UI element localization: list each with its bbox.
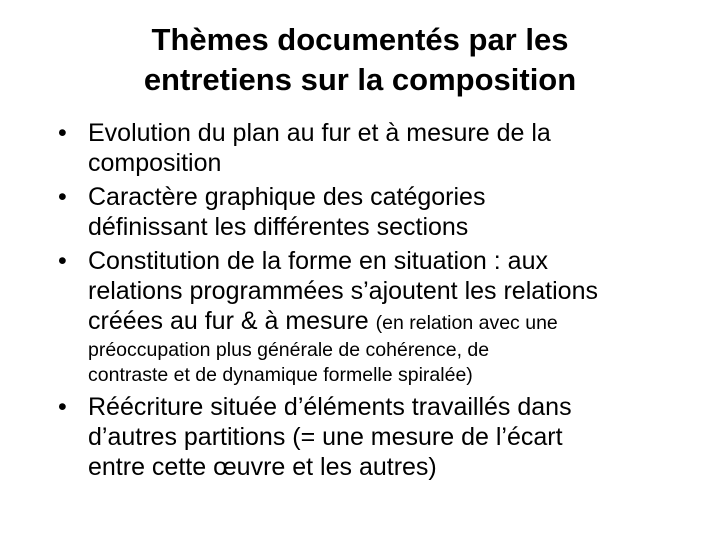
bullet-3-line-2: relations programmées s’ajoutent les relations — [88, 277, 598, 305]
bullet-3-aside-line-2: contraste et de dynamique formelle spiralée) — [88, 364, 473, 386]
slide-title-line-1: Thèmes documentés par les — [151, 22, 569, 57]
bullet-item-3 — [58, 246, 698, 388]
bullet-item-4 — [58, 392, 698, 482]
bullet-4-line-2: d’autres partitions (= une mesure de l’écart — [88, 423, 563, 451]
bullet-list — [58, 118, 698, 486]
bullet-4-line-3: entre cette œuvre et les autres) — [88, 453, 437, 481]
bullet-marker: • — [58, 247, 67, 275]
bullet-2-line-1: Caractère graphique des catégories — [88, 183, 486, 211]
bullet-3-line-3 — [88, 306, 698, 338]
bullet-marker: • — [58, 393, 67, 421]
bullet-1-line-1: Evolution du plan au fur et à mesure de la — [88, 119, 551, 147]
slide-title-line-2: entretiens sur la composition — [143, 62, 577, 97]
bullet-2-line-2: définissant les différentes sections — [88, 213, 469, 241]
bullet-item-1 — [58, 118, 698, 178]
bullet-1-line-2: composition — [88, 149, 222, 177]
bullet-3-line-3-aside: (en relation avec une — [375, 312, 558, 334]
bullet-item-2 — [58, 182, 698, 242]
bullet-3-line-1: Constitution de la forme en situation : aux — [88, 247, 548, 275]
bullet-4-line-1: Réécriture située d’éléments travaillés dans — [88, 393, 572, 421]
bullet-marker: • — [58, 119, 67, 147]
bullet-3-aside-line-1: préoccupation plus générale de cohérence, de — [88, 339, 490, 361]
slide-title — [40, 20, 680, 100]
bullet-marker: • — [58, 183, 67, 211]
bullet-3-line-3-main: créées au fur & à mesure — [88, 307, 376, 335]
